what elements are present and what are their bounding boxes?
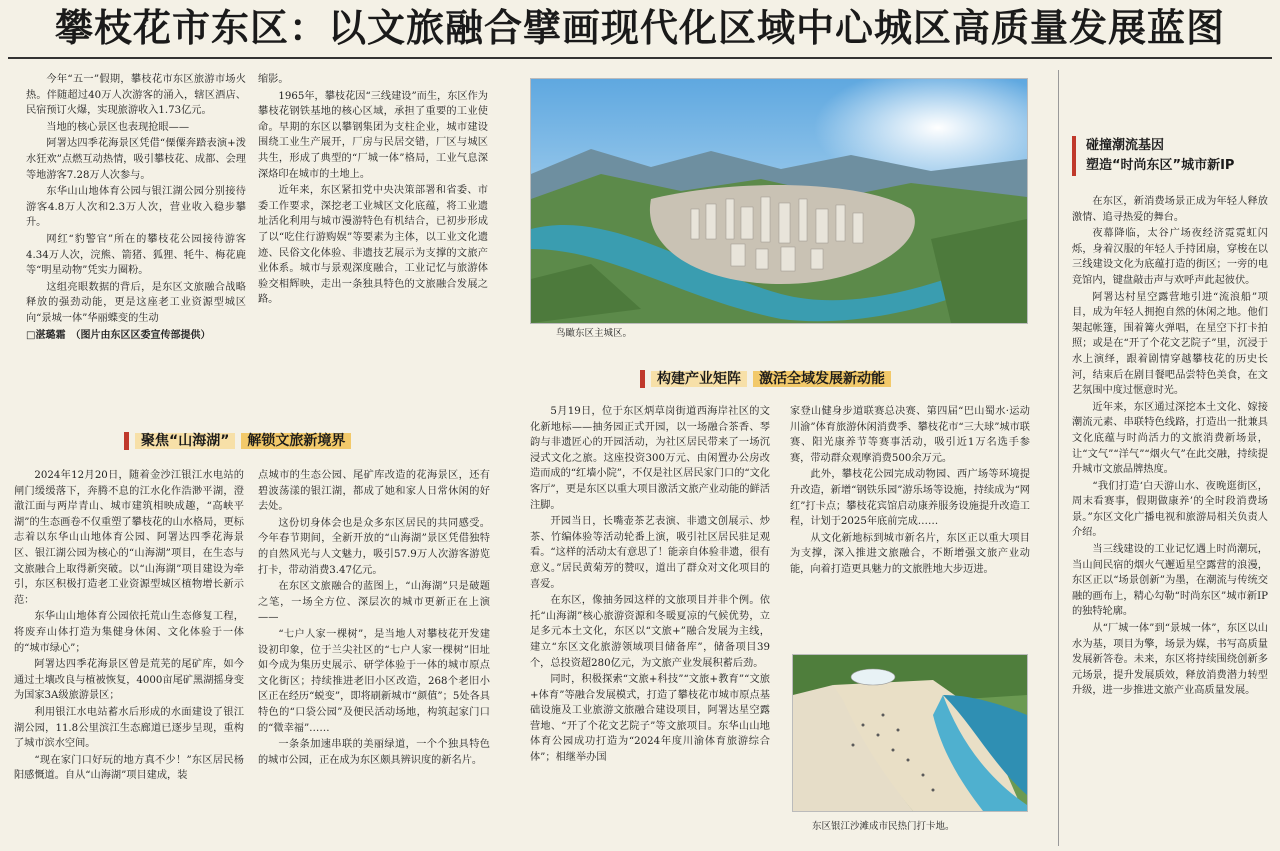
section-header-shanhaihu [124,428,351,454]
section-title-line2: 塑造“时尚东区”城市新IP [1072,156,1272,176]
byline: □湛璐霜 （图片由东区区委宣传部提供） [26,329,211,341]
section1-column-2 [258,468,490,846]
body-paragraph: 在东区，新消费场景正成为年轻人释放激情、追寻热爱的舞台。 [1072,196,1268,223]
aerial-photo-caption: 鸟瞰东区主城区。 [556,328,633,339]
beach-photo [792,654,1028,812]
section2-column-2 [790,404,1030,640]
body-paragraph: 夜幕降临，太谷广场夜经济霓霓虹闪烁，身着汉服的年轻人手持团扇，穿梭在以三线建设文化为底蕴打造的街区；一旁的电竞馆内，键盘敲击声与欢呼声此起彼伏。 [1072,228,1268,286]
body-paragraph: 在东区文旅融合的蓝图上，“山海湖”只是破题之笔，一场全方位、深层次的城市更新正在上演—— [258,581,490,624]
beach-photo-caption: 东区银江沙滩成市民热门打卡地。 [812,821,955,832]
lead-paragraph: 缩影。 [258,74,289,85]
headline-rule [8,57,1272,59]
section-header-industry [640,366,891,392]
body-paragraph: 近年来，东区通过深挖本土文化、嫁接潮流元素、串联特色线路，打造出一批兼具文化底蕴与时尚活力的文旅消费新场景，让“文气”“洋气”“烟火气”在此交融，持续提升城市文旅品牌热度。 [1072,401,1268,476]
lead-paragraph: 1965年，攀枝花因“三线建设”而生，东区作为攀枝花钢铁基地的核心区域，承担了重要的工业使命。早期的东区以攀钢集团为支柱企业，城市建设围绕工业生产展开，厂房与民居交错，厂区与城区共生，形成了典型的“厂城一体”格局，工业气息深深烙印在城市的土地上。 [258,90,488,180]
section2-column-1 [530,404,770,846]
section-title-part2: 解锁文旅新境界 [241,433,351,449]
body-paragraph: 一条条加速串联的美丽绿道，一个个独具特色的城市公园，正在成为东区颇具辨识度的新名片。 [258,739,490,766]
body-paragraph: “现在家门口好玩的地方真不少！”东区居民杨阳感慨道。自从“山海湖”项目建成，装 [14,754,244,782]
section-title-part2: 激活全域发展新动能 [753,371,891,387]
section-header-fashion [1072,136,1272,176]
body-paragraph: 点城市的生态公园、尾矿库改造的花海景区，还有碧波荡漾的银江湖，都成了她和家人日常休闲的好去处。 [258,470,490,513]
lead-column-1 [26,72,246,392]
beach-illustration [793,655,1027,811]
aerial-city-photo [530,78,1028,324]
section-marker [640,370,645,388]
body-paragraph: 5月19日，位于东区炳草岗街道西海岸社区的文化新地标——抽务园正式开园，以一场融合茶香、琴韵与非遗匠心的开园活动，为社区居民带来了一场沉浸式文化之旅。这座投资300万元、由闲置办公房改造而成的“红墙小院”，不仅是社区居民家门口的“文化客厅”，更是东区以重大项目激活文旅产业动能的鲜活注脚。 [530,406,770,511]
lead-paragraph: 东华山山地体育公园与银江湖公园分别接待游客4.8万人次和2.3万人次，营业收入稳步攀升。 [26,186,246,229]
lead-paragraph: 当地的核心景区也表现抢眼—— [46,121,190,133]
section-title-part1: 构建产业矩阵 [651,371,747,387]
lead-paragraph: 阿署达四季花海景区凭借“傈僳奔踏表演+泼水狂欢”点燃互动热情，吸引攀枝花、成都、会理等地游客7.28万人次参与。 [26,138,246,181]
body-paragraph: 从文化新地标到城市新名片，东区正以重大项目为支撑，深入推进文旅融合，不断增强文旅产业动能，向着打造更具魅力的文旅胜地大步迈进。 [790,532,1030,575]
body-paragraph: “七户人家一棵树”，是当地人对攀枝花开发建设初印象，位于兰尖社区的“七户人家一棵树”旧址如今成为集历史展示、研学体验于一体的城市原点文化街区；持续推进老旧小区改造，268个老旧小区正在经历“蜕变”，即将刷新城市“颜值”；5处各具特色的“口袋公园”及便民活动场地，构筑起家门口的“微幸福”…… [258,628,490,734]
body-paragraph: 利用银江水电站蓄水后形成的水面建设了银江湖公园，11.8公里滨江生态廊道已逐步呈现，重构了城市滨水空间。 [14,706,244,750]
body-paragraph: 在东区，像抽务园这样的文旅项目并非个例。依托“山海湖”核心旅游资源和冬暖夏凉的气候优势，立足多元本土文化，东区以“文旅+”融合发展为主线，建立“东区文化旅游领域项目储备库”，储备项目39个，总投资超280亿元，为文旅产业发展积蓄后劲。 [530,595,770,669]
lead-paragraph: 这组亮眼数据的背后，是东区文旅融合战略释放的强劲动能，更是这座老工业资源型城区向“景城一体”华丽蝶变的生动 [26,281,246,324]
body-paragraph: 从“厂城一体”到“景城一体”，东区以山水为基，项目为擎，场景为媒，书写高质量发展新答卷。未来，东区将持续围绕创新多元场景，提升发展质效，释放消费潜力转型升级，进一步推进文旅产业高质量发展。 [1072,623,1268,697]
lead-paragraph: 网红“豹警官”所在的攀枝花公园接待游客4.34万人次，浣熊、箭猪、狐狸、牦牛、梅花鹿等“明星动物”凭实力圈粉。 [26,233,246,277]
section-marker [124,432,129,450]
body-paragraph: 东华山山地体育公园依托荒山生态修复工程，将废弃山体打造为集健身休闲、文化体验于一体的“城市绿心”； [14,611,244,654]
section-title-line1: 碰撞潮流基因 [1072,136,1272,156]
body-paragraph: 开园当日，长嘴壶茶艺表演、非遗文创展示、炒茶、竹编体验等活动轮番上演，吸引社区居民驻足观看。“这样的活动太有意思了！能亲自体验非遗，很有意义。”居民黄菊芳的赞叹，道出了群众对文化项目的喜爱。 [530,516,770,590]
section1-column-1 [14,468,244,846]
body-paragraph: 同时，积极探索“文旅+科技”“文旅+教育”“文旅+体育”等融合发展模式，打造了攀枝花市城市原点基础设施及工业旅游文旅融合建设项目，阿署达星空露营地、“开了个花文艺院子”等文旅项目。东华山山地体育公园成功打造为“2024年度川渝体育旅游综合体”；相继举办国 [530,674,770,764]
lead-paragraph: 近年来，东区紧扣党中央决策部署和省委、市委工作要求，深挖老工业城区文化底蕴，将工业遗址活化利用与城市漫游特色有机结合，已初步形成了以“吃住行游购娱”等要素为主体，以工业文化遗迹、民俗文化体验、非遗技艺展示为支撑的文旅产业体系。城市与景观深度融合，工业记忆与旅游体验交相辉映，走出一条独具特色的文旅融合发展之路。 [258,185,488,306]
lead-paragraph: 今年“五一”假期，攀枝花市东区旅游市场火热。伴随超过40万人次游客的涌入，辖区酒店、民宿预订火爆，实现旅游收入1.73亿元。 [26,74,246,117]
body-paragraph: 阿署达四季花海景区曾是荒芜的尾矿库，如今通过土壤改良与植被恢复，4000亩尾矿黑湖摇身变为国家3A级旅游景区； [14,659,244,702]
aerial-city-illustration [531,79,1027,323]
body-paragraph: 阿署达村星空露营地引进“流浪船”项目，成为年轻人拥抱自然的休闲之地。他们架起帐篷，围着篝火弹唱，在星空下打卡拍照；或是在“开了个花文艺院子”里，沉浸于水上演绎，跟着剧情穿越攀枝花的历史长河，结束后在剧目餐吧品尝特色美食，在文艺氛围中度过惬意时光。 [1072,291,1268,397]
column-divider [1058,70,1059,846]
body-paragraph: “我们打造‘白天游山水、夜晚逛街区，周末看赛事，假期做康养’的全时段消费场景。”东区文化广播电视和旅游局相关负责人介绍。 [1072,480,1268,539]
body-paragraph: 这份切身体会也是众多东区居民的共同感受。今年春节期间，全新开放的“山海湖”景区凭借独特的自然风光与人文魅力，吸引57.9万人次游客游览打卡，带动消费3.47亿元。 [258,517,490,576]
headline: 攀枝花市东区：以文旅融合擘画现代化区域中心城区高质量发展蓝图 [54,6,1225,50]
body-paragraph: 此外，攀枝花公园完成动物园、西广场等环境提升改造，新增“钢铁乐园”游乐场等设施，持续成为“网红”打卡点；攀枝花宾馆启动康养服务设施提升改造工程，计划于2025年底前完成…… [790,469,1030,528]
lead-column-2 [258,72,488,372]
body-paragraph: 当三线建设的工业记忆遇上时尚潮玩，当山间民宿的烟火气邂逅星空露营的浪漫，东区正以“场景创新”为墨，在潮流与传统交融的画布上，精心勾勒“时尚东区”城市新IP的独特轮廓。 [1072,544,1268,618]
section3-column [1072,194,1268,846]
section-title-part1: 聚焦“山海湖” [135,433,235,449]
body-paragraph: 2024年12月20日，随着金沙江银江水电站的闸门缓缓落下，奔腾不息的江水化作浩渺平湖，澄澈江面与两岸青山、城市建筑相映成趣，“高峡平湖”的生态画卷不仅重塑了攀枝花的山水格局，更标志着以东华山山地体育公园、阿署达四季花海景区、银江湖公园为核心的“山海湖”项目，在生态与文旅融合上取得新突破。以“山海湖”项目建设为牵引，东区积极打造老工业资源型城区植物增长新示范： [14,470,244,606]
body-paragraph: 家登山健身步道联赛总决赛、第四届“巴山蜀水·运动川渝”体育旅游休闲消费季、攀枝花市“三大球”城市联赛、阳光康养节等赛事活动，吸引近1万名选手参赛，带动群众观摩消费500余万元。 [790,406,1030,464]
